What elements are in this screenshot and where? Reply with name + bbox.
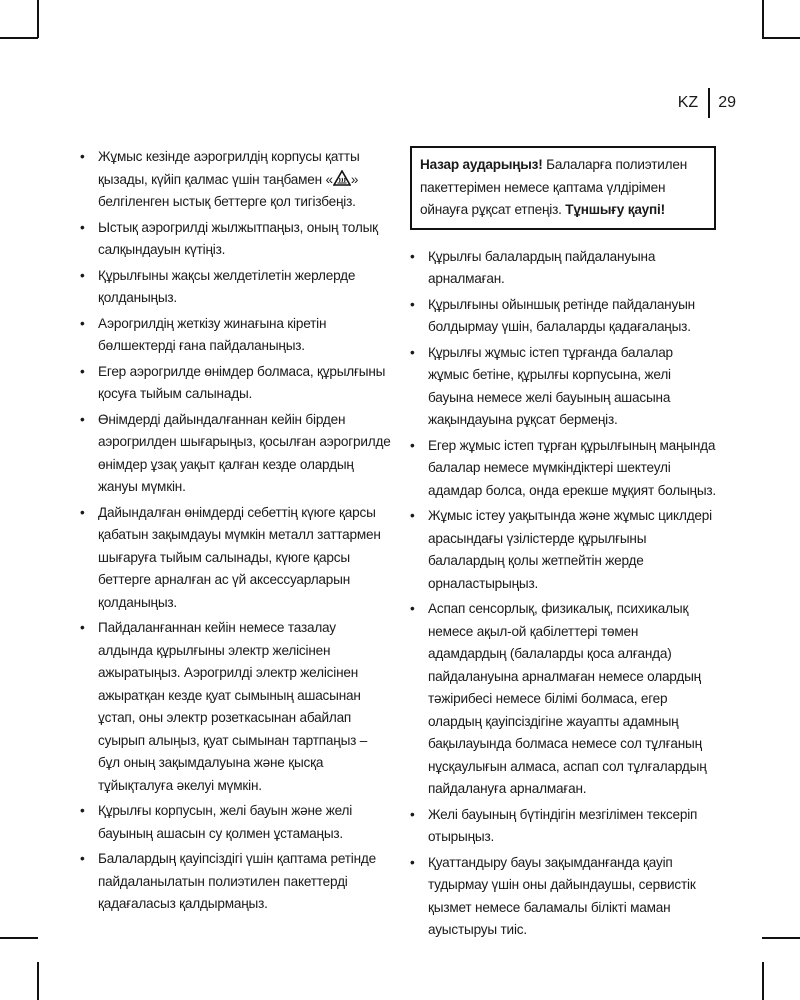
warning-tail: Тұншығу қаупі! xyxy=(565,202,665,217)
list-item: • Ыстық аэрогрилді жылжытпаңыз, оның толық салқындауын күтіңіз. xyxy=(80,217,392,262)
crop-mark-top-left xyxy=(37,0,39,38)
crop-mark-top-right xyxy=(762,0,764,38)
list-item: • Құрылғы жұмыс істеп тұрғанда балалар жұмыс бетіне, құрылғы корпусына, желі бауына немесе желі бауының ашасына жақындауына рұқсат бермеңіз. xyxy=(410,342,716,432)
list-item: • Желі бауының бүтіндігін мезгілімен тексеріп отырыңыз. xyxy=(410,804,716,849)
page-number: 29 xyxy=(718,94,736,111)
crop-mark-bottom-right xyxy=(762,962,764,1000)
crop-mark-left-bottom xyxy=(0,937,38,939)
list-item: • Пайдаланғаннан кейін немесе тазалау алдында құрылғыны электр желісінен ажыратыңыз. Аэрогрилді электр желісінен ажыратқан кезде қуат сымының ашасынан ұстап, оны электр розеткасынан абайлап суырып алыңыз, қуат сымынан тартпаңыз – бұл оның зақымдалуына және қысқа тұйықталуға әкелуі мүмкін. xyxy=(80,617,392,797)
list-item: • Аспап сенсорлық, физикалық, психикалық немесе ақыл-ой қабілеттері төмен адамдардың (балаларды қоса алғанда) пайдалануына арналмаған немесе олардың тәжірибесі немесе білімі болмаса, егер олардың қауіпсіздігіне жауапты адамның бақылауында болмаса немесе сол тұлғаның нұсқаулығын алмаса, аспап сол тұлғалардың пайдалануға арналмаған. xyxy=(410,598,716,801)
list-item: • Құрылғыны жақсы желдетілетін жерлерде қолданыңыз. xyxy=(80,265,392,310)
list-item: • Жұмыс істеу уақытында және жұмыс циклдері арасындағы үзілістерде құрылғыны балалардың қолы жетпейтін жерде орналастырыңыз. xyxy=(410,505,716,595)
list-item: • Қуаттандыру бауы зақымданғанда қауіп тудырмау үшін оны дайындаушы, сервистік қызмет немесе баламалы білікті маман ауыстыруы тиіс. xyxy=(410,852,716,942)
list-item: • Құрылғы корпусын, желі бауын және желі бауының ашасын су қолмен ұстамаңыз. xyxy=(80,800,392,845)
right-column xyxy=(410,146,716,945)
list-item: • Құрылғы балалардың пайдалануына арналмаған. xyxy=(410,246,716,291)
warning-box xyxy=(410,146,716,230)
crop-mark-left-top xyxy=(0,37,38,39)
list-item: • Аэрогрилдің жеткізу жинағына кіретін бөлшектерді ғана пайдаланыңыз. xyxy=(80,313,392,358)
list-item: • Егер аэрогрилде өнімдер болмаса, құрылғыны қосуға тыйым салынады. xyxy=(80,361,392,406)
warning-body: Балаларға полиэтилен пакеттерімен немесе қаптама үлдірімен ойнауға рұқсат етпеңіз. xyxy=(420,157,688,217)
list-item: • Балалардың қауіпсіздігі үшін қаптама ретінде пайдаланылатын полиэтилен пакеттерді қадағаласыз қалдырмаңыз. xyxy=(80,848,392,916)
list-item: • Дайындалған өнімдерді себеттің күюге қарсы қабатын зақымдауы мүмкін металл заттармен шығаруға тыйым салынады, күюге қарсы беттерге арналған ас үй аксессуарларын қолданыңыз. xyxy=(80,502,392,615)
page-header xyxy=(678,88,736,118)
list-item: • Егер жұмыс істеп тұрған құрылғының маңында балалар немесе мүмкіндіктері шектеулі адамдар болса, онда ерекше мұқият болыңыз. xyxy=(410,435,716,503)
list-item: • Өнімдерді дайындалғаннан кейін бірден аэрогрилден шығарыңыз, қосылған аэрогрилде өнімдер ұзақ уақыт қалған кезде олардың жануы мүмкін. xyxy=(80,409,392,499)
left-column xyxy=(80,146,392,919)
hot-surface-warning-icon xyxy=(333,170,351,186)
crop-mark-right-top xyxy=(762,37,800,39)
left-bullet-list xyxy=(80,146,392,916)
crop-mark-right-bottom xyxy=(762,937,800,939)
list-item: • Жұмыс кезінде аэрогрилдің корпусы қатты қызады, күйіп қалмас үшін таңбамен « » белгіленген ыстық беттерге қол тигізбеңіз. xyxy=(80,146,392,214)
language-code: KZ xyxy=(677,94,699,111)
warning-lead: Назар аударыңыз! xyxy=(420,157,543,172)
crop-mark-bottom-left xyxy=(37,962,39,1000)
right-bullet-list xyxy=(410,246,716,942)
list-item: • Құрылғыны ойыншық ретінде пайдалануын болдырмау үшін, балаларды қадағалаңыз. xyxy=(410,294,716,339)
